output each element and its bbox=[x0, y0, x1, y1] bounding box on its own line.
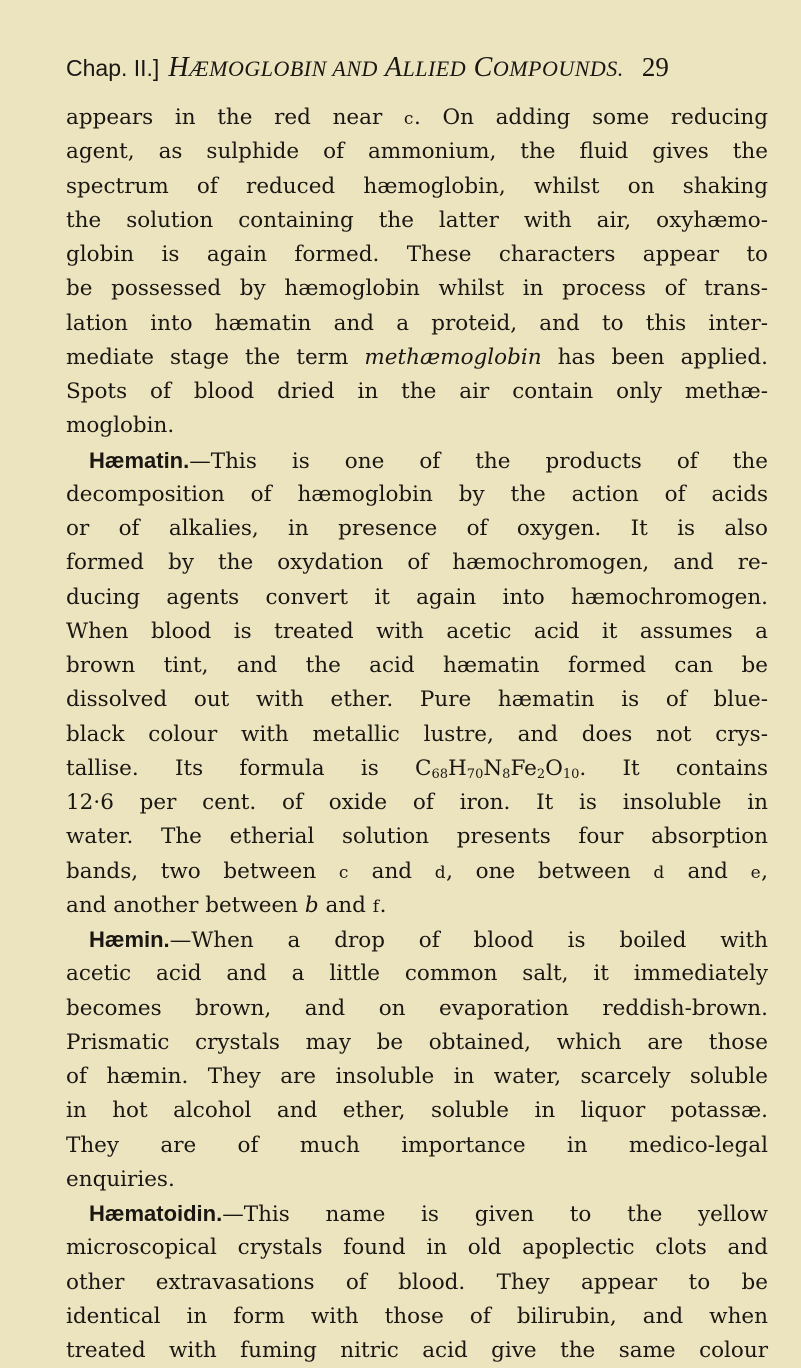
text-line: 12·6 per cent. of oxide of iron. It is insoluble in bbox=[66, 790, 768, 815]
text-line: Prismatic crystals may be obtained, which are those bbox=[66, 1029, 768, 1055]
body-text bbox=[66, 101, 768, 1368]
text-line: dissolved out with ether. Pure hæmatin is of blue- bbox=[66, 687, 768, 713]
text-line: identical in form with those of bilirubin, and when bbox=[66, 1303, 768, 1329]
text-line: globin is again formed. These characters appear to bbox=[66, 242, 768, 267]
text-line: enquiries. bbox=[66, 1166, 175, 1192]
heading-haemin: Hæmin. bbox=[89, 927, 170, 952]
text-line: mediate stage the term methæmoglobin has been applied. bbox=[66, 344, 768, 370]
text-line: water. The etherial solution presents four absorption bbox=[66, 824, 768, 850]
text-line: Hæmatin.—This is one of the products of the bbox=[89, 447, 768, 474]
heading-haematoidin: Hæmatoidin. bbox=[89, 1201, 223, 1226]
text-line: brown tint, and the acid hæmatin formed can be bbox=[66, 653, 768, 678]
term-methaemoglobin: methæmoglobin bbox=[364, 344, 542, 370]
text-line: and another between b and f. bbox=[66, 892, 387, 918]
text-line: acetic acid and a little common salt, it immediately bbox=[66, 961, 768, 987]
text-line: They are of much importance in medico-legal bbox=[66, 1132, 768, 1158]
text-line: formed by the oxydation of hæmochromogen, and re- bbox=[66, 550, 768, 576]
text-line: microscopical crystals found in old apoplectic clots and bbox=[66, 1235, 768, 1261]
text-line: other extravasations of blood. They appear to be bbox=[66, 1269, 768, 1295]
text-line: appears in the red near c. On adding some reducing bbox=[66, 105, 768, 130]
text-line: ducing agents convert it again into hæmochromogen. bbox=[66, 584, 768, 610]
text-line: Hæmin.—When a drop of blood is boiled with bbox=[89, 927, 768, 953]
text-line: in hot alcohol and ether, soluble in liquor potassæ. bbox=[66, 1098, 768, 1124]
running-title: HÆMOGLOBIN AND ALLIED COMPOUNDS. bbox=[168, 52, 624, 83]
text-line: agent, as sulphide of ammonium, the fluid gives the bbox=[66, 139, 768, 165]
text-line: or of alkalies, in presence of oxygen. It is also bbox=[66, 516, 768, 541]
text-line: becomes brown, and on evaporation reddish-brown. bbox=[66, 995, 768, 1021]
page-number: 29 bbox=[641, 52, 669, 82]
heading-haematin: Hæmatin. bbox=[89, 447, 190, 473]
text-line: Spots of blood dried in the air contain only methæ- bbox=[66, 379, 768, 404]
text-line: lation into hæmatin and a proteid, and to this inter- bbox=[66, 310, 768, 336]
text-line: black colour with metallic lustre, and does not crys- bbox=[66, 721, 768, 747]
text-line: decomposition of hæmoglobin by the action of acids bbox=[66, 481, 768, 507]
text-line: the solution containing the latter with air, oxyhæmo- bbox=[66, 207, 768, 233]
text-line: of hæmin. They are insoluble in water, scarcely soluble bbox=[66, 1064, 768, 1089]
text-line: Hæmatoidin.—This name is given to the yellow bbox=[89, 1201, 768, 1227]
text-line: treated with fuming nitric acid give the same colour bbox=[66, 1338, 768, 1363]
text-line: spectrum of reduced hæmoglobin, whilst on shaking bbox=[66, 173, 768, 199]
running-header bbox=[66, 52, 766, 92]
text-line: be possessed by hæmoglobin whilst in process of trans- bbox=[66, 276, 768, 302]
chemical-formula: $C_{68}H_{70}N_8Fe_2O_{10}$ bbox=[415, 755, 580, 782]
text-line: When blood is treated with acetic acid it assumes a bbox=[66, 618, 768, 644]
text-line: bands, two between c and d, one between d and e, bbox=[66, 858, 768, 884]
text-line: moglobin. bbox=[66, 413, 175, 439]
chapter-label: Chap. II.] bbox=[66, 55, 160, 81]
text-line: tallise. Its formula is $C_{68}H_{70}N_8Fe_2O_{10}$. It contains bbox=[66, 755, 768, 782]
